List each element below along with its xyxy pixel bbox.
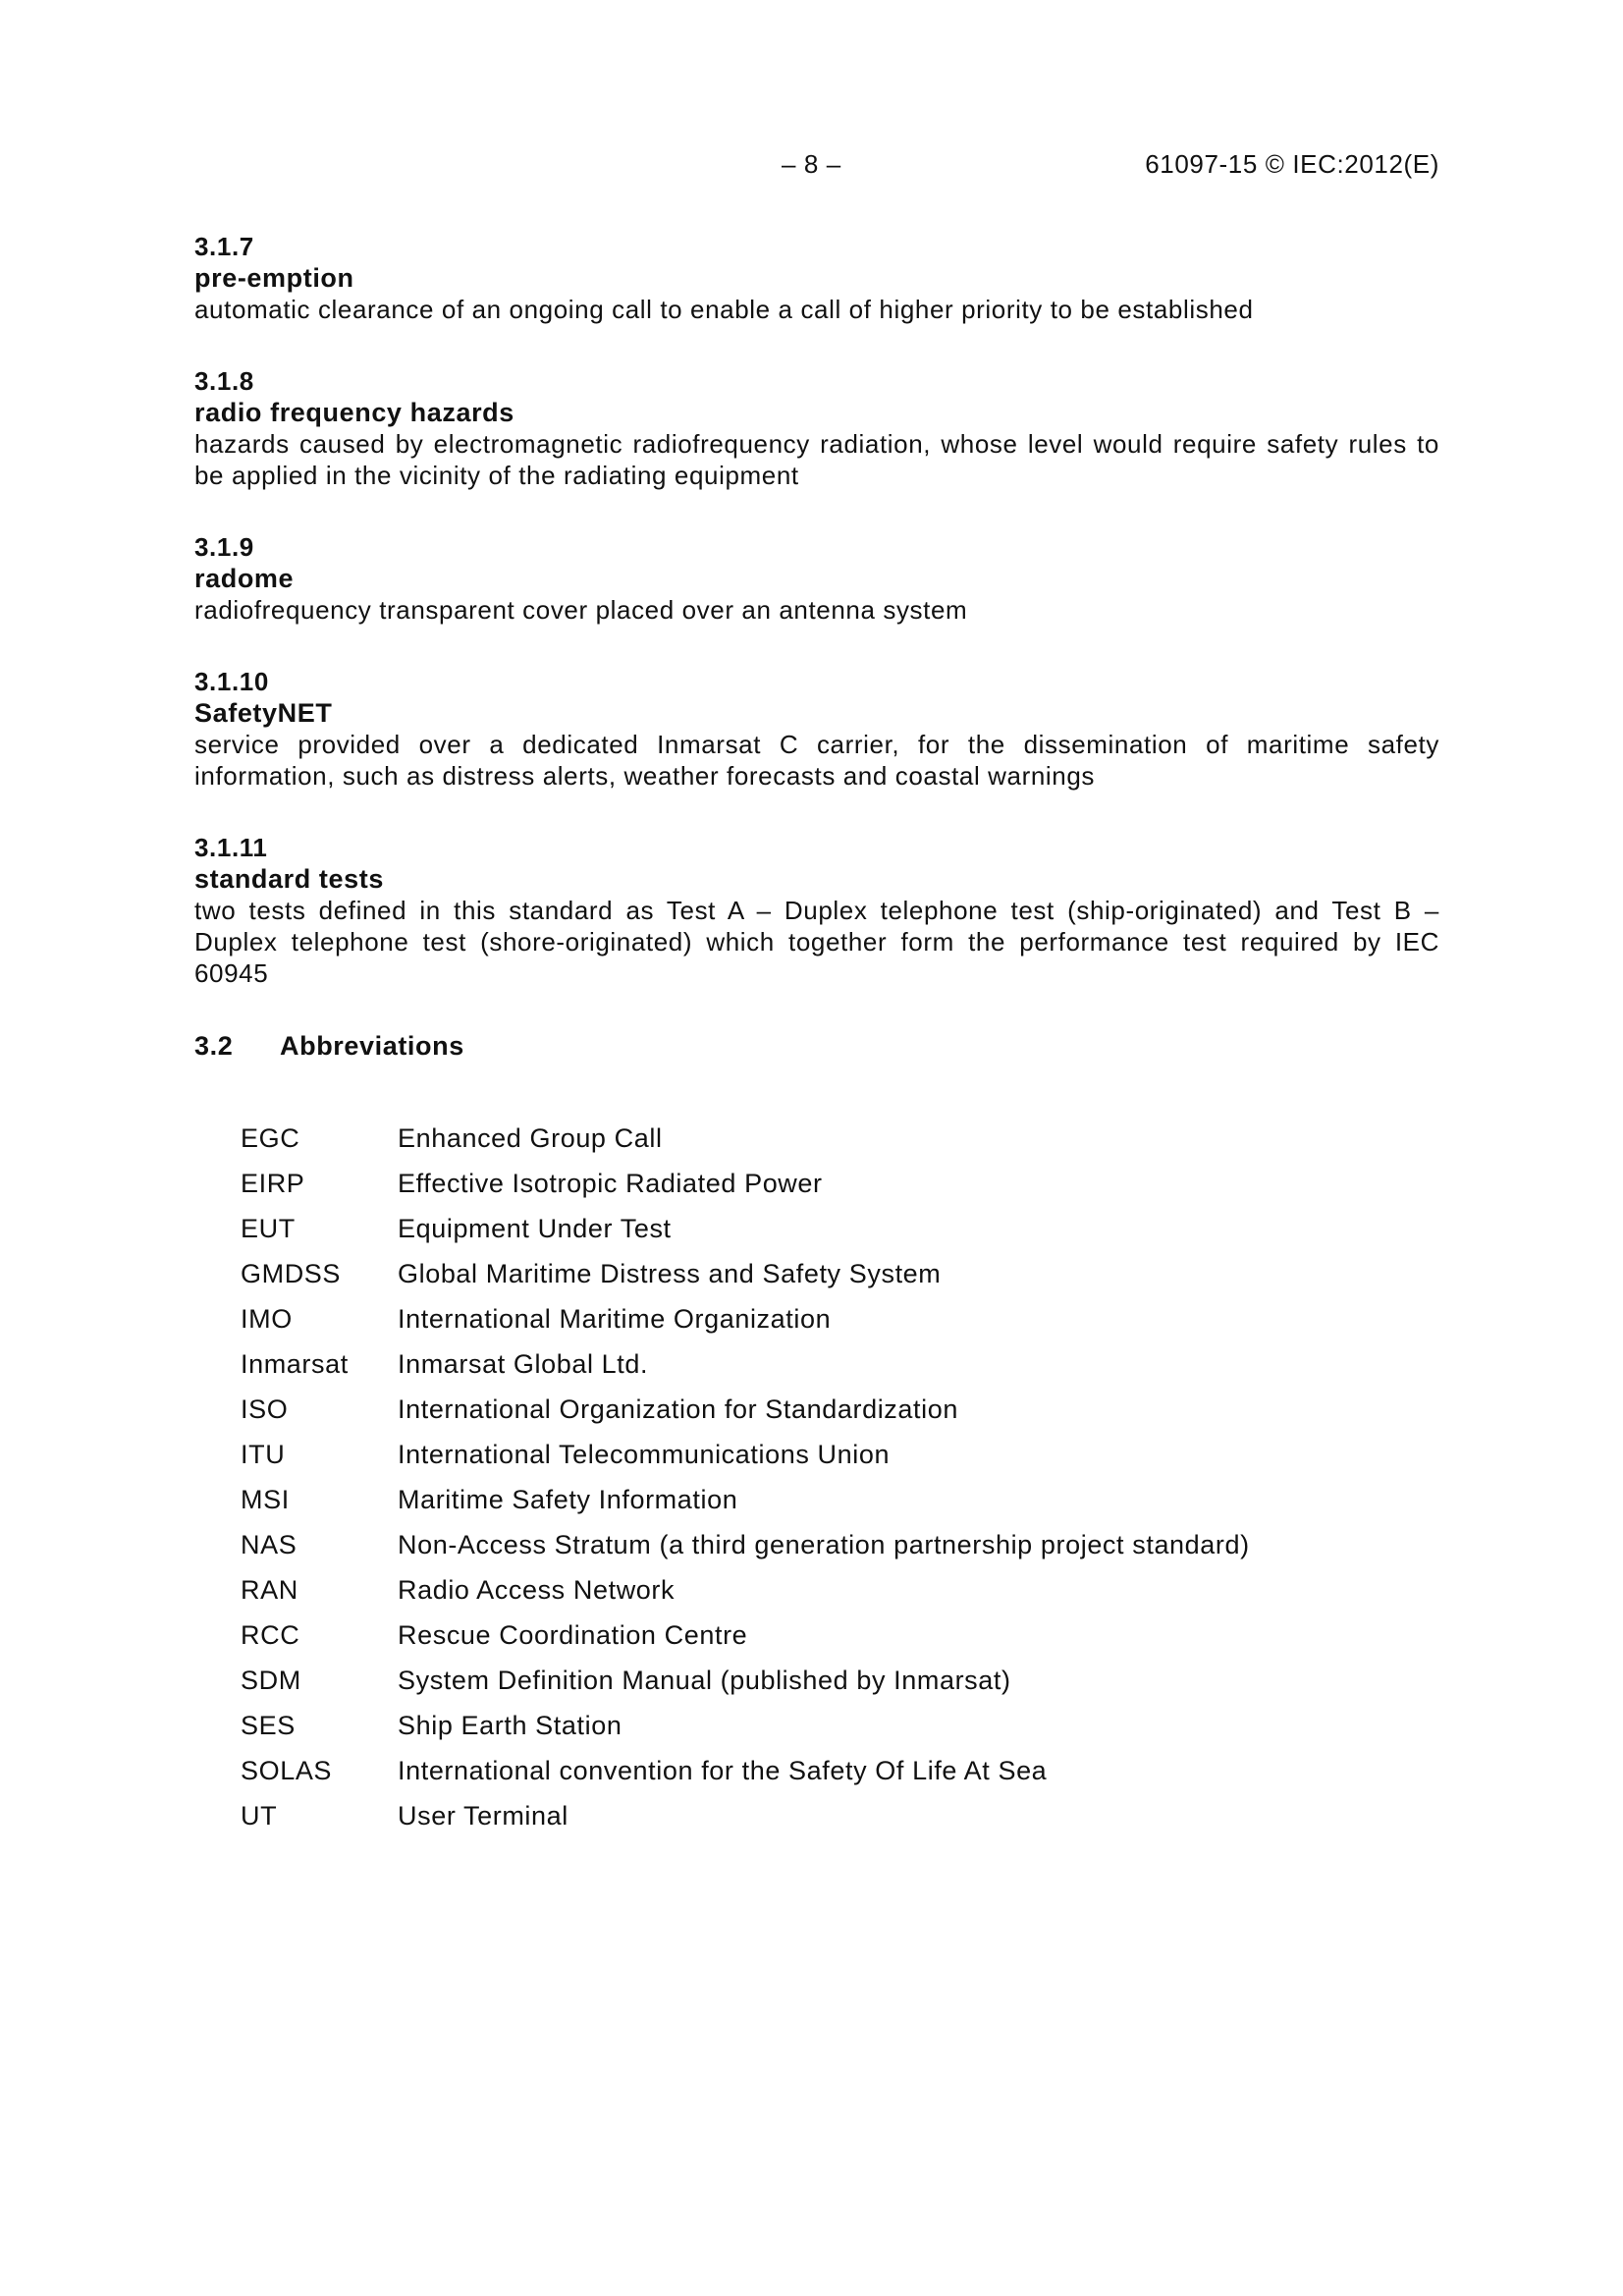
abbreviation-row <box>241 1206 1250 1251</box>
abbreviation: SOLAS <box>241 1755 333 1785</box>
abbreviation-row <box>241 1567 1250 1613</box>
abbreviation-row <box>241 1341 1250 1387</box>
abbreviation-meaning: Non-Access Stratum (a third generation partnership project standard) <box>398 1529 1250 1559</box>
term-name: radio frequency hazards <box>194 398 514 427</box>
page-number: – 8 – <box>782 149 841 179</box>
abbreviation: EIRP <box>241 1168 305 1198</box>
abbreviation-row <box>241 1613 1250 1658</box>
abbreviation-meaning: Enhanced Group Call <box>398 1122 663 1153</box>
abbreviation-row <box>241 1387 1250 1432</box>
abbreviation: EUT <box>241 1213 296 1243</box>
abbreviation-meaning: Radio Access Network <box>398 1574 676 1605</box>
abbreviation-meaning: Global Maritime Distress and Safety System <box>398 1258 942 1288</box>
abbreviation: SES <box>241 1710 296 1740</box>
abbreviation-row <box>241 1522 1250 1567</box>
abbreviation: EGC <box>241 1122 300 1153</box>
abbreviation-row <box>241 1658 1250 1703</box>
term-definition: hazards caused by electromagnetic radiofrequency radiation, whose level would require safety rules to be applied in the vicinity of the radiating equipment <box>194 429 1439 490</box>
term-name: radome <box>194 564 295 593</box>
abbreviation: RAN <box>241 1574 298 1605</box>
term-number: 3.1.9 <box>194 532 254 562</box>
abbreviation-meaning: Ship Earth Station <box>398 1710 622 1740</box>
page-header <box>0 149 1623 189</box>
abbreviation-meaning: Effective Isotropic Radiated Power <box>398 1168 823 1198</box>
abbreviation: NAS <box>241 1529 298 1559</box>
term-number: 3.1.10 <box>194 667 269 696</box>
abbreviation-row <box>241 1793 1250 1838</box>
term-definition: two tests defined in this standard as Test A – Duplex telephone test (ship-originated) and Test B – Duplex telephone test (shore-originated) which together form the performance test required by IEC 60945 <box>194 896 1439 988</box>
abbreviation-meaning: International Maritime Organization <box>398 1303 832 1334</box>
abbreviation: ITU <box>241 1439 286 1469</box>
term-name: pre-emption <box>194 263 354 293</box>
abbreviation-meaning: Inmarsat Global Ltd. <box>398 1348 649 1379</box>
abbreviation-row <box>241 1296 1250 1341</box>
abbreviation-meaning: Rescue Coordination Centre <box>398 1619 748 1650</box>
abbreviation: MSI <box>241 1484 290 1514</box>
abbreviation-row <box>241 1251 1250 1296</box>
abbreviation-meaning: System Definition Manual (published by Inmarsat) <box>398 1665 1011 1695</box>
term-number: 3.1.7 <box>194 232 254 261</box>
term-entry <box>194 666 1439 792</box>
abbreviation-row <box>241 1703 1250 1748</box>
term-name: SafetyNET <box>194 698 333 728</box>
page-content <box>194 231 1439 1838</box>
abbreviation: IMO <box>241 1303 293 1334</box>
abbreviation-row <box>241 1748 1250 1793</box>
abbreviation-meaning: User Terminal <box>398 1800 568 1831</box>
abbreviation-meaning: Maritime Safety Information <box>398 1484 738 1514</box>
term-number: 3.1.8 <box>194 366 254 396</box>
term-name: standard tests <box>194 864 384 894</box>
term-entry <box>194 832 1439 989</box>
term-entry <box>194 231 1439 325</box>
abbreviation: UT <box>241 1800 278 1831</box>
abbreviation-meaning: International convention for the Safety Of Life At Sea <box>398 1755 1048 1785</box>
abbreviation-row <box>241 1477 1250 1522</box>
abbreviation-row <box>241 1161 1250 1206</box>
section-heading <box>194 1029 1439 1063</box>
section-title: Abbreviations <box>280 1031 464 1061</box>
term-definition: service provided over a dedicated Inmarsat C carrier, for the dissemination of maritime safety information, such as distress alerts, weather forecasts and coastal warnings <box>194 730 1439 791</box>
term-entry <box>194 365 1439 491</box>
term-definition: radiofrequency transparent cover placed over an antenna system <box>194 595 968 625</box>
abbreviation-meaning: International Organization for Standardization <box>398 1394 958 1424</box>
abbreviation-row <box>241 1116 1250 1161</box>
abbreviation: SDM <box>241 1665 301 1695</box>
abbreviation: Inmarsat <box>241 1348 349 1379</box>
abbreviation-row <box>241 1432 1250 1477</box>
abbreviation-meaning: Equipment Under Test <box>398 1213 672 1243</box>
abbreviation: RCC <box>241 1619 300 1650</box>
term-definition: automatic clearance of an ongoing call to enable a call of higher priority to be established <box>194 295 1254 324</box>
term-entry <box>194 531 1439 626</box>
abbreviation: GMDSS <box>241 1258 342 1288</box>
abbreviation: ISO <box>241 1394 289 1424</box>
abbreviations-table <box>241 1116 1250 1838</box>
abbreviations-table-body <box>241 1116 1250 1838</box>
term-number: 3.1.11 <box>194 833 268 862</box>
document-id: 61097-15 © IEC:2012(E) <box>1145 149 1439 179</box>
section-number: 3.2 <box>194 1031 234 1061</box>
abbreviation-meaning: International Telecommunications Union <box>398 1439 891 1469</box>
